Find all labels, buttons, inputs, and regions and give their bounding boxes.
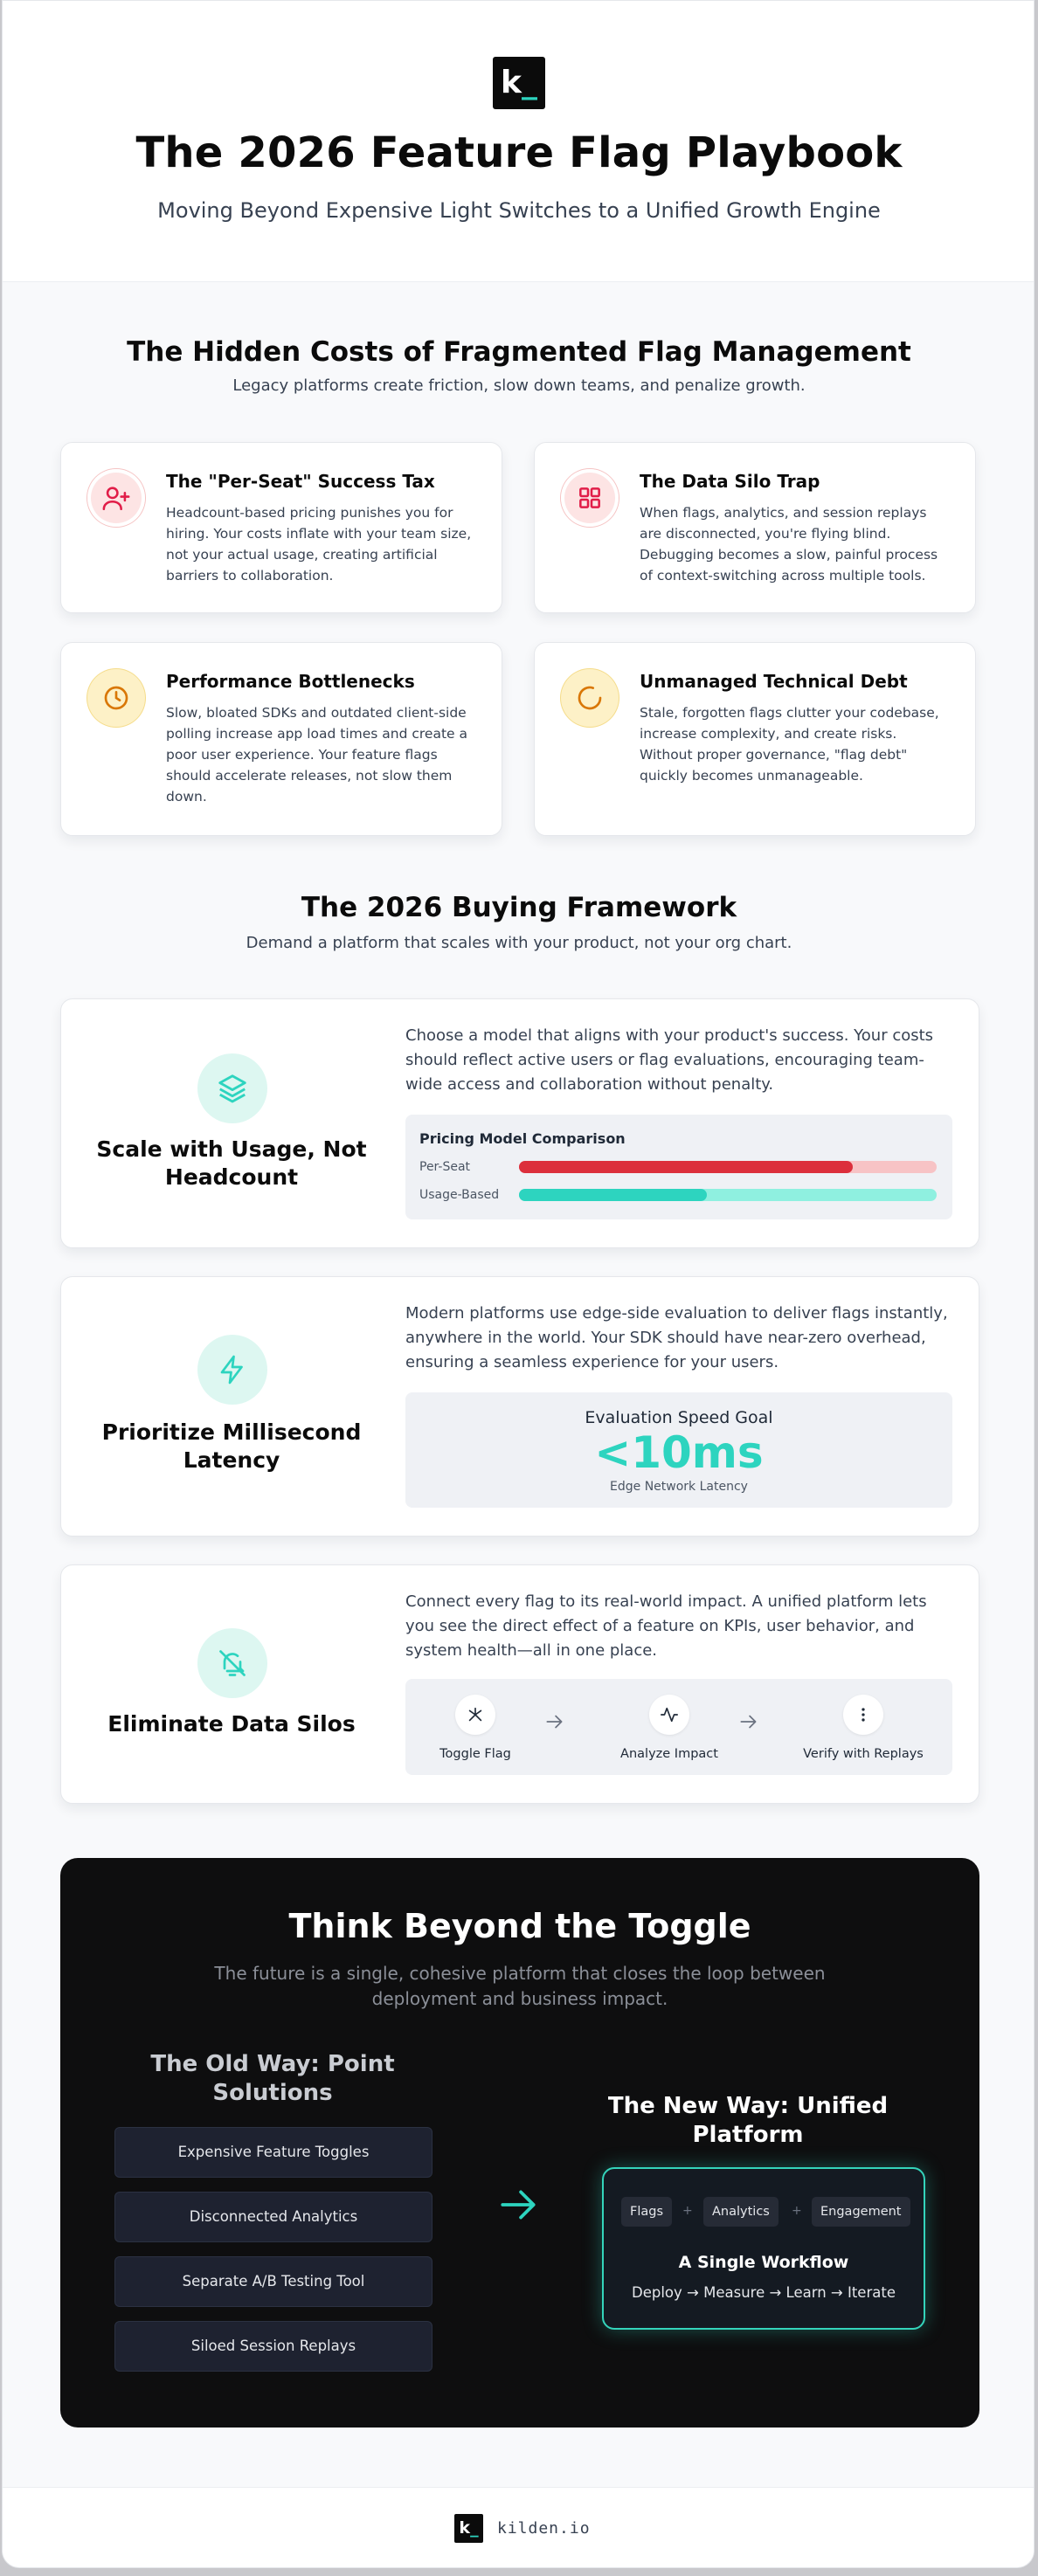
workflow-step-analyze: [599, 1695, 739, 1761]
workflow-step-label: Analyze Impact: [620, 1747, 718, 1761]
user-plus-icon: [87, 469, 145, 527]
plus-sign: +: [682, 2204, 693, 2218]
framework-card-title: Prioritize Millisecond Latency: [101, 1419, 362, 1473]
arrow-right-icon: [497, 2183, 541, 2230]
chip-flags: Flags: [621, 2197, 672, 2227]
cost-card-body: When flags, analytics, and session replays are disconnected, you're flying blind. Debugging becomes a slow, painful process of context-switching across multiple tools.: [640, 505, 938, 584]
workflow-step-toggle: [405, 1695, 545, 1761]
more-vertical-icon: [843, 1695, 883, 1735]
costs-section-subtitle: Legacy platforms create friction, slow down teams, and penalize growth.: [232, 376, 806, 395]
chip-analytics: Analytics: [703, 2197, 778, 2227]
old-way-item: Expensive Feature Toggles: [114, 2127, 432, 2178]
cost-card-title: The "Per-Seat" Success Tax: [166, 471, 435, 492]
workflow-step-label: Verify with Replays: [803, 1747, 924, 1761]
page-title: The 2026 Feature Flag Playbook: [135, 128, 903, 177]
footer: [3, 2487, 1035, 2568]
framework-card-title: Eliminate Data Silos: [107, 1711, 356, 1737]
old-way-item: Separate A/B Testing Tool: [114, 2256, 432, 2307]
framework-card-silos: [60, 1564, 979, 1804]
logo-letter: k: [459, 2518, 471, 2538]
bar-fill-usage-based: [519, 1189, 707, 1201]
cost-card-title: The Data Silo Trap: [640, 471, 820, 492]
logo-letter: k: [501, 65, 522, 100]
speed-goal-value: <10ms: [594, 1427, 764, 1478]
workflow-title: A Single Workflow: [678, 2253, 849, 2272]
bell-off-icon: [197, 1628, 267, 1698]
framework-section-subtitle: Demand a platform that scales with your product, not your org chart.: [246, 934, 792, 952]
beyond-subtitle: The future is a single, cohesive platform that closes the loop between deployment and business impact.: [214, 1963, 826, 2009]
bar-fill-per-seat: [519, 1161, 853, 1173]
beyond-title: Think Beyond the Toggle: [288, 1907, 751, 1945]
cost-card-data-silo: [534, 442, 976, 613]
bar-label-usage-based: Usage-Based: [419, 1188, 500, 1202]
speed-goal-panel: [405, 1392, 952, 1508]
footer-domain-link[interactable]: kilden.io: [497, 2519, 591, 2538]
framework-section-title: The 2026 Buying Framework: [301, 892, 737, 923]
loader-icon: [561, 669, 619, 727]
arrow-right-icon: [737, 1710, 760, 1737]
framework-card-title: Scale with Usage, Not Headcount: [96, 1136, 367, 1190]
speed-goal-caption: Edge Network Latency: [610, 1480, 748, 1494]
grid-icon: [561, 469, 619, 527]
workflow-steps-panel: [405, 1679, 952, 1775]
activity-icon: [649, 1695, 689, 1735]
framework-card-description: Connect every flag to its real-world impact. A unified platform lets you see the direct effect of a feature on KPIs, user behavior, and system health—all in one place.: [405, 1592, 927, 1660]
costs-section-title: The Hidden Costs of Fragmented Flag Management: [127, 336, 911, 368]
old-way-item: Disconnected Analytics: [114, 2192, 432, 2242]
arrow-right-icon: [543, 1710, 566, 1737]
logo-underscore: _: [521, 65, 537, 100]
bar-label-per-seat: Per-Seat: [419, 1160, 471, 1174]
cost-card-title: Performance Bottlenecks: [166, 671, 415, 692]
old-way-item: Siloed Session Replays: [114, 2321, 432, 2372]
plus-sign: +: [792, 2204, 802, 2218]
framework-card-description: Choose a model that aligns with your product's success. Your costs should reflect active users or flag evaluations, encouraging team-wide access and collaboration without penalty.: [405, 1026, 934, 1094]
page: [2, 0, 1035, 2568]
cost-card-title: Unmanaged Technical Debt: [640, 671, 908, 692]
cost-card-performance: [60, 642, 502, 836]
chip-engagement: Engagement: [812, 2197, 910, 2227]
workflow-steps: Deploy → Measure → Learn → Iterate: [632, 2284, 896, 2301]
workflow-step-verify: [793, 1695, 933, 1761]
footer-logo[interactable]: [454, 2514, 483, 2543]
brand-logo[interactable]: [493, 57, 545, 109]
hero-header: [3, 1, 1035, 282]
cost-card-body: Headcount-based pricing punishes you for hiring. Your costs inflate with your team size, not your actual usage, creating artificial barriers to collaboration.: [166, 505, 472, 584]
framework-card-description: Modern platforms use edge-side evaluation to deliver flags instantly, anywhere in the world. Your SDK should have near-zero overhead, ensuring a seamless experience for your users.: [405, 1304, 948, 1371]
cost-card-per-seat: [60, 442, 502, 613]
speed-goal-label: Evaluation Speed Goal: [585, 1408, 773, 1427]
new-way-title: The New Way: Unified Platform: [607, 2093, 889, 2148]
pricing-comparison-panel: [405, 1115, 952, 1219]
toggle-flag-icon: [455, 1695, 495, 1735]
unified-platform-box: [602, 2167, 925, 2330]
framework-card-scale: [60, 998, 979, 1248]
beyond-section: [60, 1858, 979, 2428]
old-way-title: The Old Way: Point Solutions: [150, 2051, 395, 2106]
cost-card-body: Stale, forgotten flags clutter your codebase, increase complexity, and create risks. Without proper governance, "flag debt" quickly becomes unmanageable.: [640, 705, 939, 784]
page-subtitle: Moving Beyond Expensive Light Switches to a Unified Growth Engine: [157, 198, 881, 223]
layers-icon: [197, 1053, 267, 1123]
clock-icon: [87, 669, 145, 727]
cost-card-technical-debt: [534, 642, 976, 836]
lightning-icon: [197, 1335, 267, 1405]
logo-underscore: _: [470, 2518, 479, 2538]
bar-track-per-seat: [519, 1161, 937, 1173]
pricing-comparison-title: Pricing Model Comparison: [419, 1130, 626, 1147]
bar-track-usage-based: [519, 1189, 937, 1201]
framework-card-latency: [60, 1276, 979, 1537]
workflow-step-label: Toggle Flag: [439, 1747, 511, 1761]
cost-card-body: Slow, bloated SDKs and outdated client-side polling increase app load times and create a poor user experience. Your feature flags should accelerate releases, not slow them down.: [166, 705, 467, 805]
